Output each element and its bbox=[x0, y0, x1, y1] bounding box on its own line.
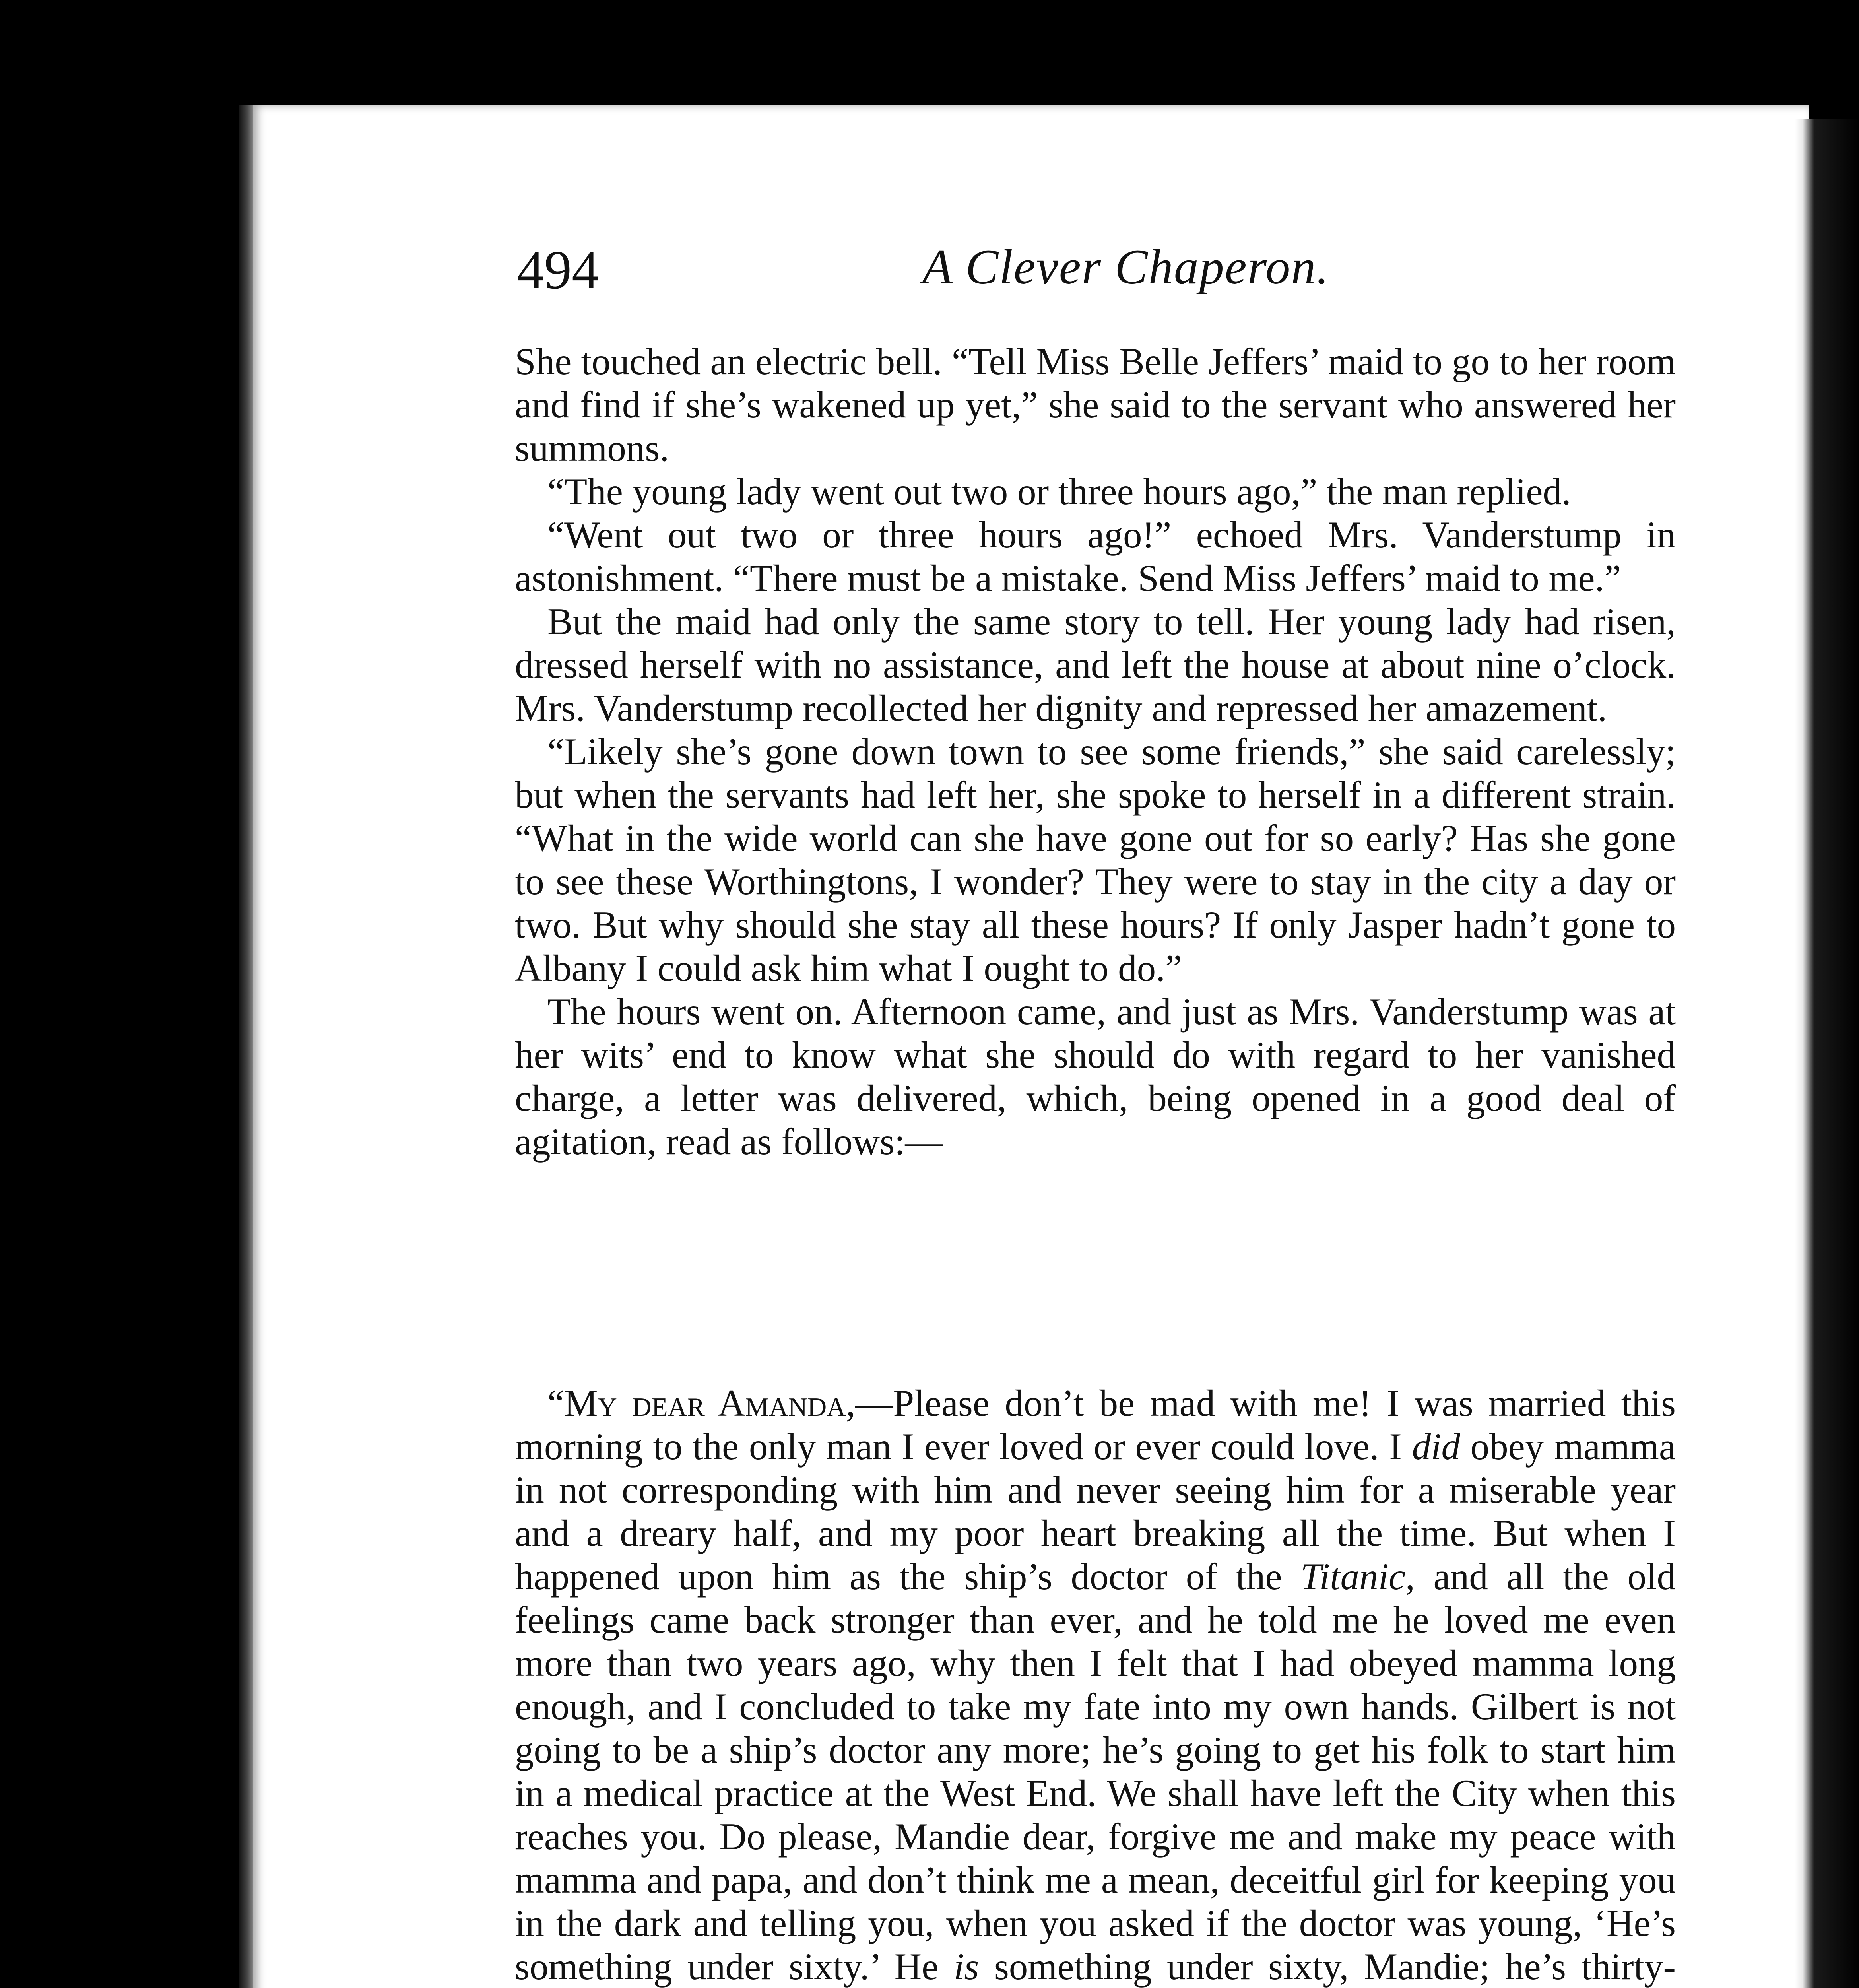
paragraph: “Went out two or three hours ago!” echoed Mrs. Vanderstump in astonishment. “There must be a mistake. Send Miss Jeffers’ maid to me.” bbox=[515, 514, 1676, 599]
paragraph: “The young lady went out two or three hours ago,” the man replied. bbox=[547, 470, 1571, 513]
open-quote: “ bbox=[547, 1382, 565, 1424]
letter-salutation: My dear Amanda, bbox=[564, 1382, 856, 1424]
letter-text: obey mamma in not corresponding with him and never seeing him for a miserable year and a dreary half, and my poor heart breaking all the time. But when I happened upon him as the ship’s doctor of the bbox=[515, 1425, 1676, 1598]
running-title: A Clever Chaperon. bbox=[922, 240, 1330, 294]
letter-body bbox=[515, 1382, 1676, 1988]
letter-text: , and all the old feelings came back stronger than ever, and he told me he loved me even more than two years ago, why then I felt that I had obeyed mamma long enough, and I concluded to take my fate into my own hands. Gilbert is not going to be a ship’s doctor any more; he’s going to get his folk to start him in a medical practice at the West End. We shall have left the City when this reaches you. Do please, Mandie dear, forgive me and make my peace with mamma and papa, and don’t think me a mean, deceitful girl for keeping you in the dark and telling you, when you asked if the doctor was young, ‘He’s something under sixty.’ He bbox=[515, 1555, 1676, 1988]
paragraph: “Likely she’s gone down town to see some friends,” she said carelessly; but when the servants had left her, she spoke to herself in a different strain. “What in the wide world can she have gone out for so early? Has she gone to see these Worthingtons, I wonder? They were to stay in the city a day or two. But why should she stay all these hours? If only Jasper hadn’t gone to Albany I could ask him what I ought to do.” bbox=[515, 730, 1676, 989]
paragraph: She touched an electric bell. “Tell Miss Belle Jeffers’ maid to go to her room and find if she’s wakened up yet,” she said to the servant who answered her summons. bbox=[515, 340, 1676, 469]
paragraph: But the maid had only the same story to tell. Her young lady had risen, dressed herself with no assistance, and left the house at about nine o’clock. Mrs. Vanderstump recollected her dignity and repressed her amazement. bbox=[515, 600, 1676, 729]
letter bbox=[515, 1382, 1676, 1988]
ship-name: Titanic bbox=[1300, 1555, 1406, 1598]
paragraph: The hours went on. Afternoon came, and just as Mrs. Vanderstump was at her wits’ end to know what she should do with regard to her vanished charge, a letter was delivered, which, being opened in a good deal of agitation, read as follows:— bbox=[515, 990, 1676, 1163]
emphasis: did bbox=[1412, 1425, 1460, 1468]
facing-page-edge bbox=[1795, 119, 1859, 1988]
emphasis: is bbox=[953, 1945, 979, 1988]
letter-text: something under sixty, Mandie; he’s thirty- bbox=[994, 1945, 1676, 1988]
letter-text: —Please don’t be mad with me! I was married this morning to the only man I ever loved or ever could love. I bbox=[515, 1382, 1676, 1468]
narrative-text bbox=[515, 340, 1676, 1163]
page-number: 494 bbox=[517, 239, 599, 300]
